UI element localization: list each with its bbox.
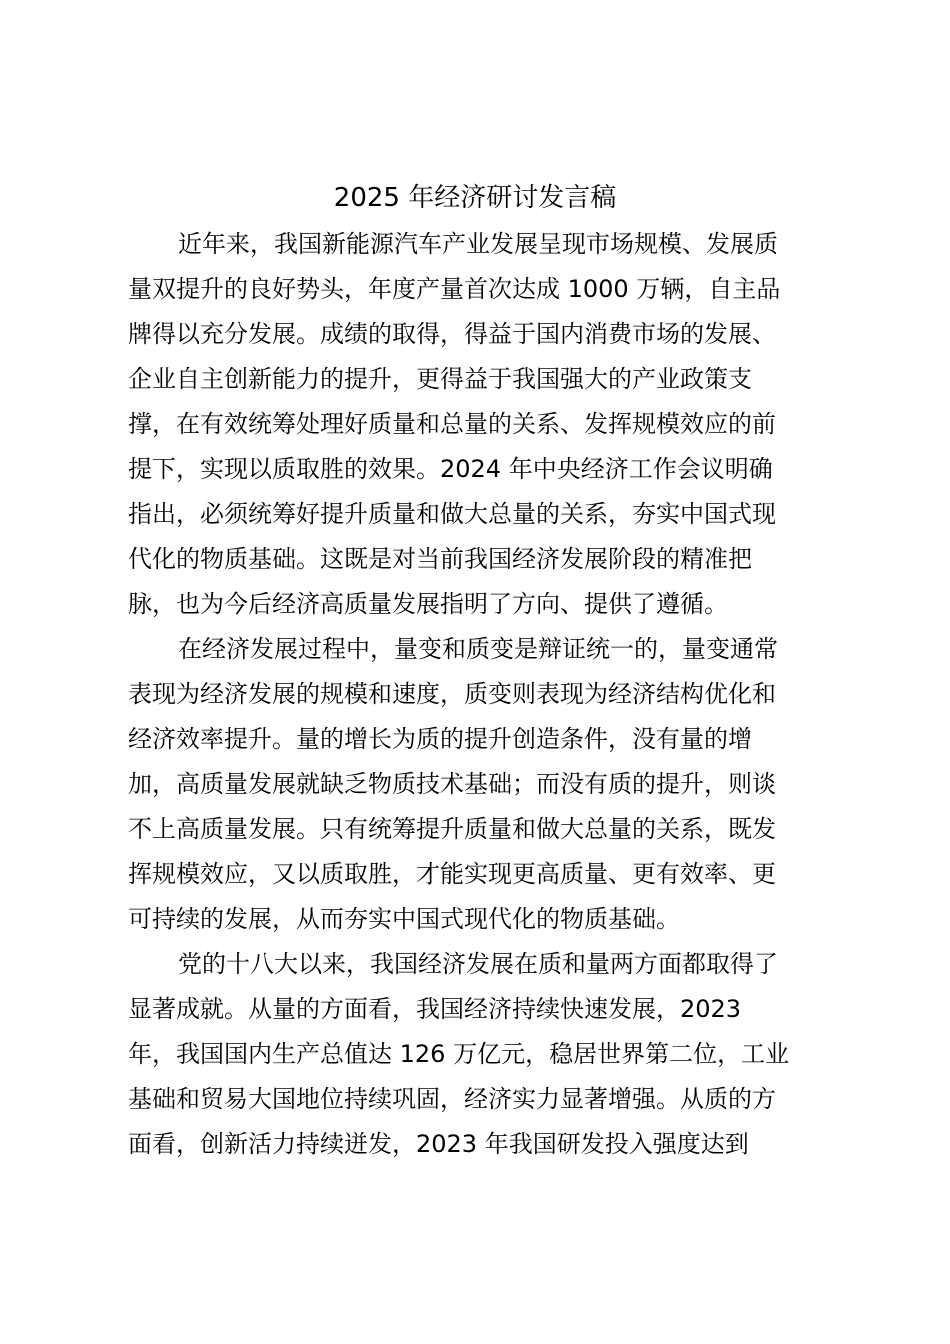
text-line: 牌得以充分发展。成绩的取得，得益于国内消费市场的发展、: [128, 320, 776, 348]
text-line: 提下，实现以质取胜的效果。2024 年中央经济工作会议明确: [128, 455, 773, 483]
text-line: 经济效率提升。量的增长为质的提升创造条件，没有量的增: [128, 725, 752, 753]
text-line: 面看，创新活力持续迸发，2023 年我国研发投入强度达到: [128, 1130, 749, 1158]
paragraph-1: [128, 222, 828, 627]
text-line: 在经济发展过程中，量变和质变是辩证统一的，量变通常: [178, 635, 778, 663]
text-line: 可持续的发展，从而夯实中国式现代化的物质基础。: [128, 905, 680, 933]
text-line: 挥规模效应，又以质取胜，才能实现更高质量、更有效率、更: [128, 860, 776, 888]
text-line: 企业自主创新能力的提升，更得益于我国强大的产业政策支: [128, 365, 752, 393]
paragraph-2: [128, 627, 828, 942]
text-line: 表现为经济发展的规模和速度，质变则表现为经济结构优化和: [128, 680, 776, 708]
document-body: [128, 222, 828, 1167]
document-title: 2025 年经济研讨发言稿: [333, 183, 617, 213]
text-line: 年，我国国内生产总值达 126 万亿元，稳居世界第二位，工业: [128, 1040, 790, 1068]
text-line: 基础和贸易大国地位持续巩固，经济实力显著增强。从质的方: [128, 1085, 776, 1113]
text-line: 加，高质量发展就缺乏物质技术基础；而没有质的提升，则谈: [128, 770, 776, 798]
text-line: 撑，在有效统筹处理好质量和总量的关系、发挥规模效应的前: [128, 410, 776, 438]
text-line: 指出，必须统筹好提升质量和做大总量的关系，夯实中国式现: [128, 500, 776, 528]
text-line: 量双提升的良好势头，年度产量首次达成 1000 万辆，自主品: [128, 275, 781, 303]
text-line: 脉，也为今后经济高质量发展指明了方向、提供了遵循。: [128, 590, 728, 618]
text-line: 党的十八大以来，我国经济发展在质和量两方面都取得了: [178, 950, 778, 978]
text-line: 显著成就。从量的方面看，我国经济持续快速发展，2023: [128, 995, 742, 1023]
paragraph-3: [128, 942, 828, 1167]
text-line: 近年来，我国新能源汽车产业发展呈现市场规模、发展质: [178, 230, 778, 258]
text-line: 不上高质量发展。只有统筹提升质量和做大总量的关系，既发: [128, 815, 776, 843]
text-line: 代化的物质基础。这既是对当前我国经济发展阶段的精准把: [128, 545, 752, 573]
